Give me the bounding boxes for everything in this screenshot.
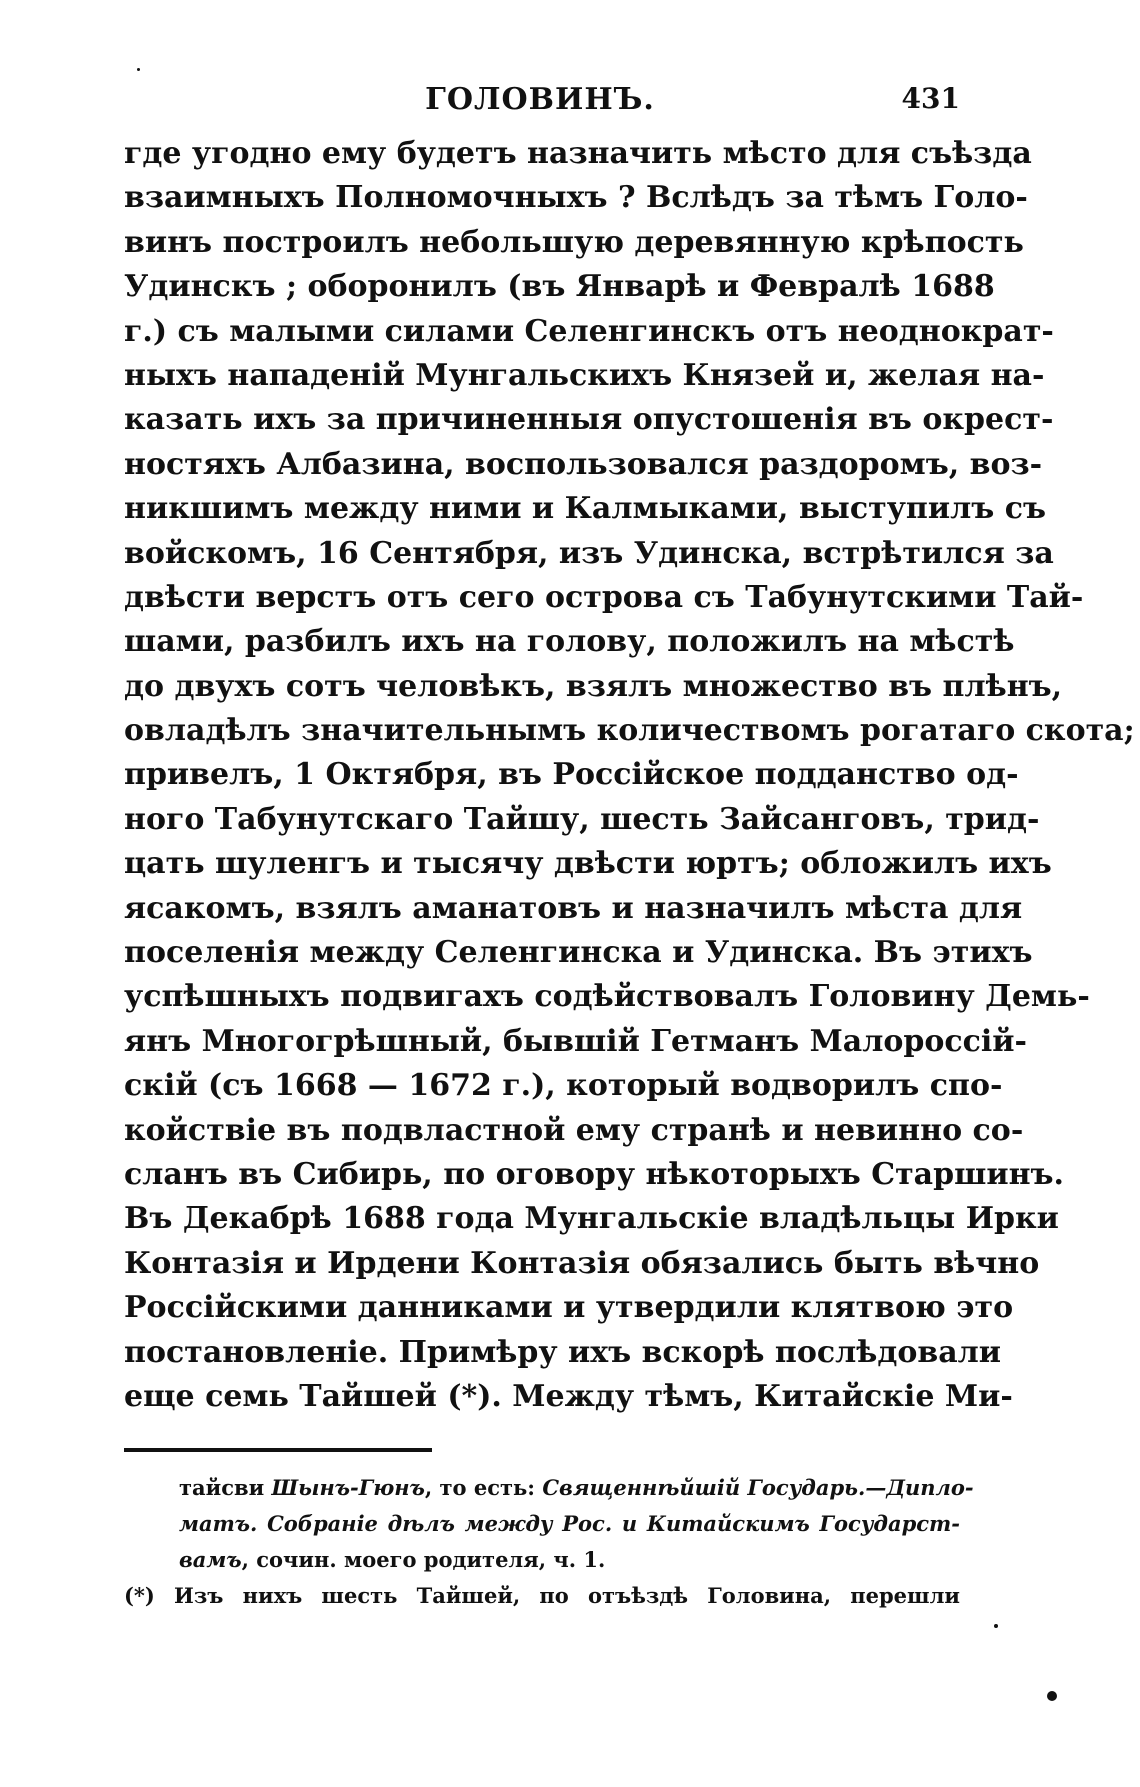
page-header [120, 78, 960, 128]
text-line: ностяхъ Албазина, воспользовался раздоромъ, воз- [124, 446, 1043, 482]
text-line: где угодно ему будетъ назначить мѣсто для съѣзда [124, 136, 1032, 171]
footnote-separator [124, 1448, 432, 1452]
text-line: казать ихъ за причиненныя опустошенія въ окрест- [124, 402, 1054, 438]
text-line: ного Табунутскаго Тайшу, шесть Зайсанговъ, трид- [124, 801, 1040, 837]
text-line: Россійскими данниками и утвердили клятвою это [124, 1290, 1014, 1326]
text-line: до двухъ сотъ человѣкъ, взялъ множество въ плѣнъ, [124, 668, 1063, 704]
text-line: ныхъ нападеній Мунгальскихъ Князей и, желая на- [124, 357, 1045, 393]
text-line: двѣсти верстъ отъ сего острова съ Табунутскими Тай- [124, 579, 1084, 615]
text-line: цать шуленгъ и тысячу двѣсти юртъ; обложилъ ихъ [124, 846, 1052, 882]
text-line: никшимъ между ними и Калмыками, выступилъ съ [124, 491, 1047, 527]
text-line: койствіе въ подвластной ему странѣ и невинно со- [124, 1112, 1024, 1148]
text-line: винъ построилъ небольшую деревянную крѣпость [124, 224, 1024, 260]
text-line: скій (съ 1668 — 1672 г.), который водворилъ спо- [124, 1068, 1003, 1104]
footnote-italic: вамъ [179, 1547, 242, 1572]
text-line: Удинскъ ; оборонилъ (въ Январѣ и Февралѣ 1688 [124, 269, 995, 305]
ink-speck [994, 1624, 998, 1628]
text-line: войскомъ, 16 Сентября, изъ Удинска, встрѣтился за [124, 535, 1054, 571]
footnote-text: , то есть: [424, 1475, 543, 1500]
text-line: поселенія между Селенгинска и Удинска. Въ этихъ [124, 935, 1033, 971]
footnote-text: , сочин. моего родителя, ч. 1. [241, 1547, 606, 1572]
text-line: взаимныхъ Полномочныхъ ? Вслѣдъ за тѣмъ Голо- [124, 180, 1028, 216]
text-line: г.) съ малыми силами Селенгинскъ отъ неоднократ- [124, 313, 1054, 349]
footnote-text: тайсви [179, 1475, 272, 1500]
text-line: постановленіе. Примѣру ихъ вскорѣ послѣдовали [124, 1334, 1002, 1370]
footnote-line: матъ. Собраніе дѣлъ между Рос. и Китайскимъ Государст- [179, 1511, 960, 1536]
footnotes [124, 1470, 974, 1614]
ink-speck [137, 68, 140, 71]
footnote-line [124, 1470, 974, 1506]
text-line: сланъ въ Сибирь, по оговору нѣкоторыхъ Старшинъ. [124, 1156, 1064, 1192]
page-number: 431 [901, 82, 960, 115]
text-line: ясакомъ, взялъ аманатовъ и назначилъ мѣста для [124, 890, 1023, 926]
text-line: успѣшныхъ подвигахъ содѣйствовалъ Головину Демь- [124, 979, 1090, 1015]
running-title: ГОЛОВИНЪ. [425, 82, 655, 117]
footnote-italic: Священнѣйшій Государь.—Дипло- [542, 1475, 974, 1500]
ink-speck [1047, 1691, 1057, 1701]
text-line: янъ Многогрѣшный, бывшій Гетманъ Малороссій- [124, 1023, 1028, 1059]
text-line: Контазія и Ирдени Контазія обязались быть вѣчно [124, 1245, 1040, 1281]
footnote-line: (*) Изъ нихъ шесть Тайшей, по отъѣздѣ Головина, перешли [124, 1583, 960, 1608]
text-line: шами, разбилъ ихъ на голову, положилъ на мѣстѣ [124, 624, 1015, 660]
text-line: Въ Декабрѣ 1688 года Мунгальскіе владѣльцы Ирки [124, 1201, 1059, 1237]
footnote-italic: Шынъ-Гюнъ [271, 1475, 425, 1500]
text-line: овладѣлъ значительнымъ количествомъ рогатаго скота; [124, 713, 1135, 749]
footnote-line [124, 1542, 960, 1578]
main-text [124, 132, 1135, 1419]
text-line: привелъ, 1 Октября, въ Россійское подданство од- [124, 757, 1019, 793]
text-line: еще семь Тайшей (*). Между тѣмъ, Китайскіе Ми- [124, 1378, 1013, 1414]
